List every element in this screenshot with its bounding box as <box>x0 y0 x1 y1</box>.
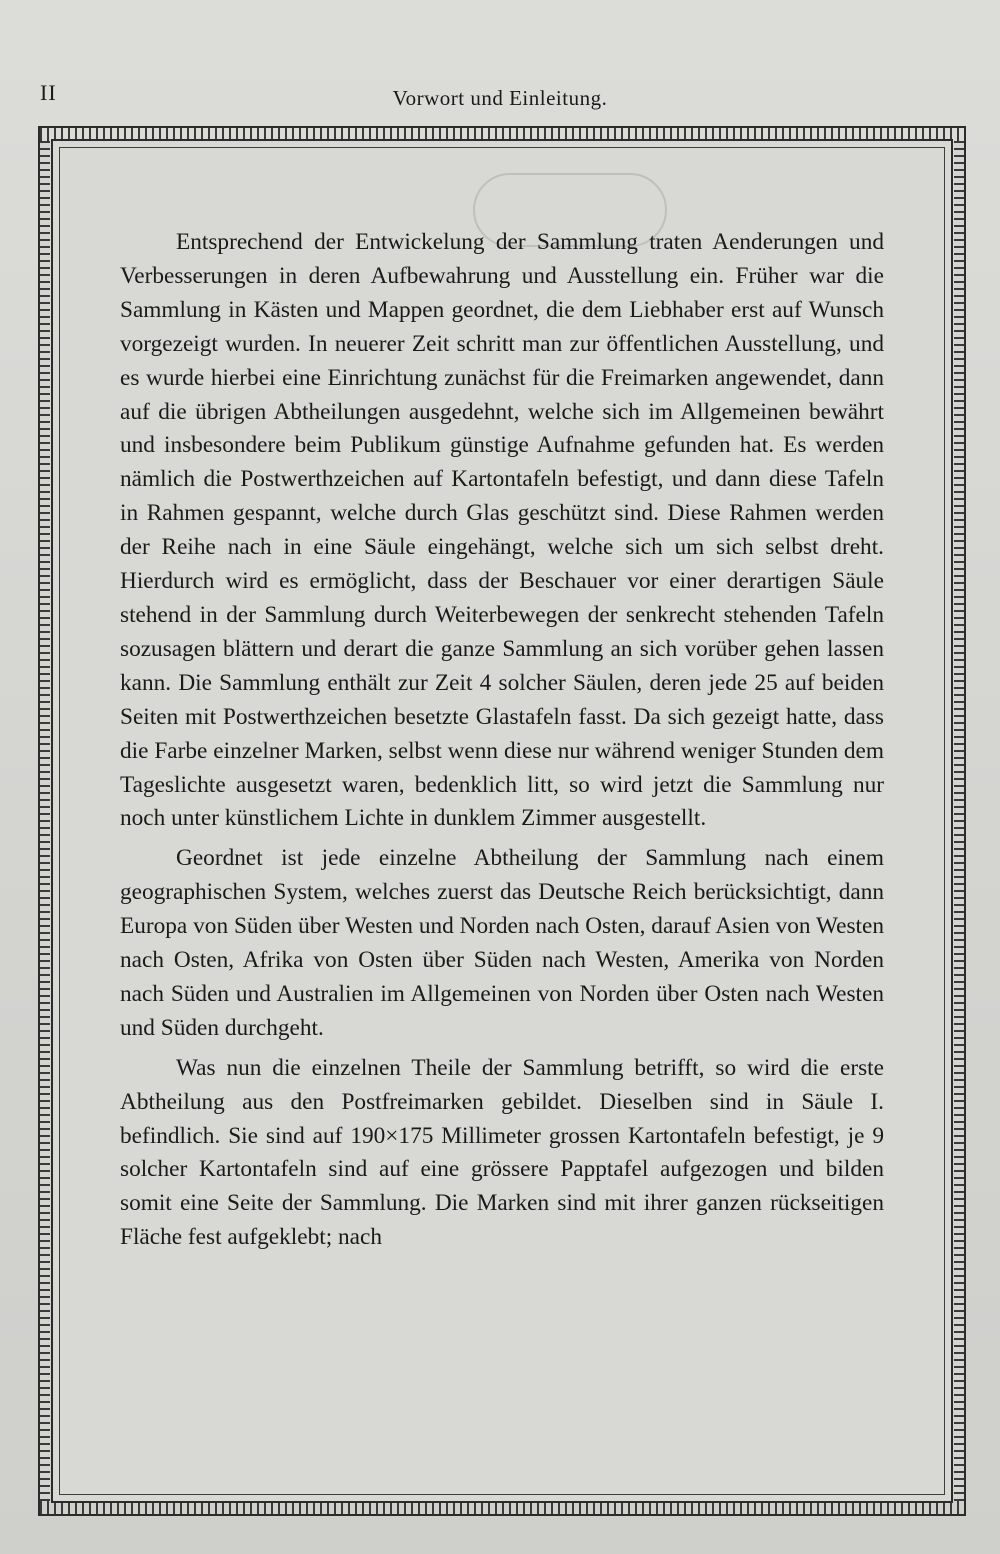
paragraph-2: Geordnet ist jede einzelne Abtheilung der Sammlung nach einem geographischen System, welches zuerst das Deutsche Reich berücksichtigt, dann Europa von Süden über Westen und Norden nach Osten, darauf Asien von Westen nach Osten, Afrika von Osten über Süden nach Westen, Amerika von Norden nach Süden und Australien im Allgemeinen von Norden über Osten nach Westen und Süden durchgeht. <box>120 845 884 1041</box>
border-left-ornament <box>40 141 50 1501</box>
border-right-ornament <box>954 141 964 1501</box>
page-number: II <box>40 80 57 105</box>
paragraph-3: Was nun die einzelnen Theile der Sammlung betrifft, so wird die erste Abtheilung aus den Postfreimarken gebildet. Dieselben sind in Säule I. befindlich. Sie sind auf 190×175 Millimeter grossen Kartontafeln befestigt, je 9 solcher Kartontafeln sind auf eine grössere Papptafel aufgezogen und bilden somit eine Seite der Sammlung. Die Marken sind mit ihrer ganzen rückseitigen Fläche fest aufgeklebt; nach <box>120 1054 884 1251</box>
ornamental-border <box>38 126 966 1516</box>
body-text <box>120 226 884 1255</box>
page-header-title: Vorwort und Einleitung. <box>392 86 608 110</box>
paragraph-1: Entsprechend der Entwickelung der Sammlung traten Aenderungen und Verbesserungen in deren Aufbewahrung und Ausstellung ein. Früher war die Sammlung in Kästen und Mappen geordnet, die dem Liebhaber erst auf Wunsch vorgezeigt wurden. In neuerer Zeit schritt man zur öffentlichen Ausstellung, und es wurde hierbei eine Einrichtung zunächst für die Freimarken angewendet, dann auf die übrigen Abtheilungen ausgedehnt, welche sich im Allgemeinen bewährt und insbesondere beim Publikum günstige Aufnahme gefunden hat. Es werden nämlich die Postwerthzeichen auf Kartontafeln befestigt, und dann diese Tafeln in Rahmen gespannt, welche durch Glas geschützt sind. Diese Rahmen werden der Reihe nach in eine Säule eingehängt, welche sich um sich selbst dreht. Hierdurch wird es ermöglicht, dass der Beschauer vor einer derartigen Säule stehend in der Sammlung durch Weiterbewegen der senkrecht stehenden Tafeln sozusagen blättern und derart die ganze Sammlung an sich vorüber gehen lassen kann. Die Sammlung enthält zur Zeit 4 solcher Säulen, deren jede 25 auf beiden Seiten mit Postwerthzeichen besetzte Glastafeln fasst. Da sich gezeigt hatte, dass die Farbe einzelner Marken, selbst wenn diese nur während weniger Stunden dem Tageslichte ausgesetzt waren, bedenklich litt, so wird jetzt die Sammlung nur noch unter künstlichem Lichte in dunklem Zimmer ausgestellt. <box>120 229 884 832</box>
running-head <box>40 80 960 116</box>
